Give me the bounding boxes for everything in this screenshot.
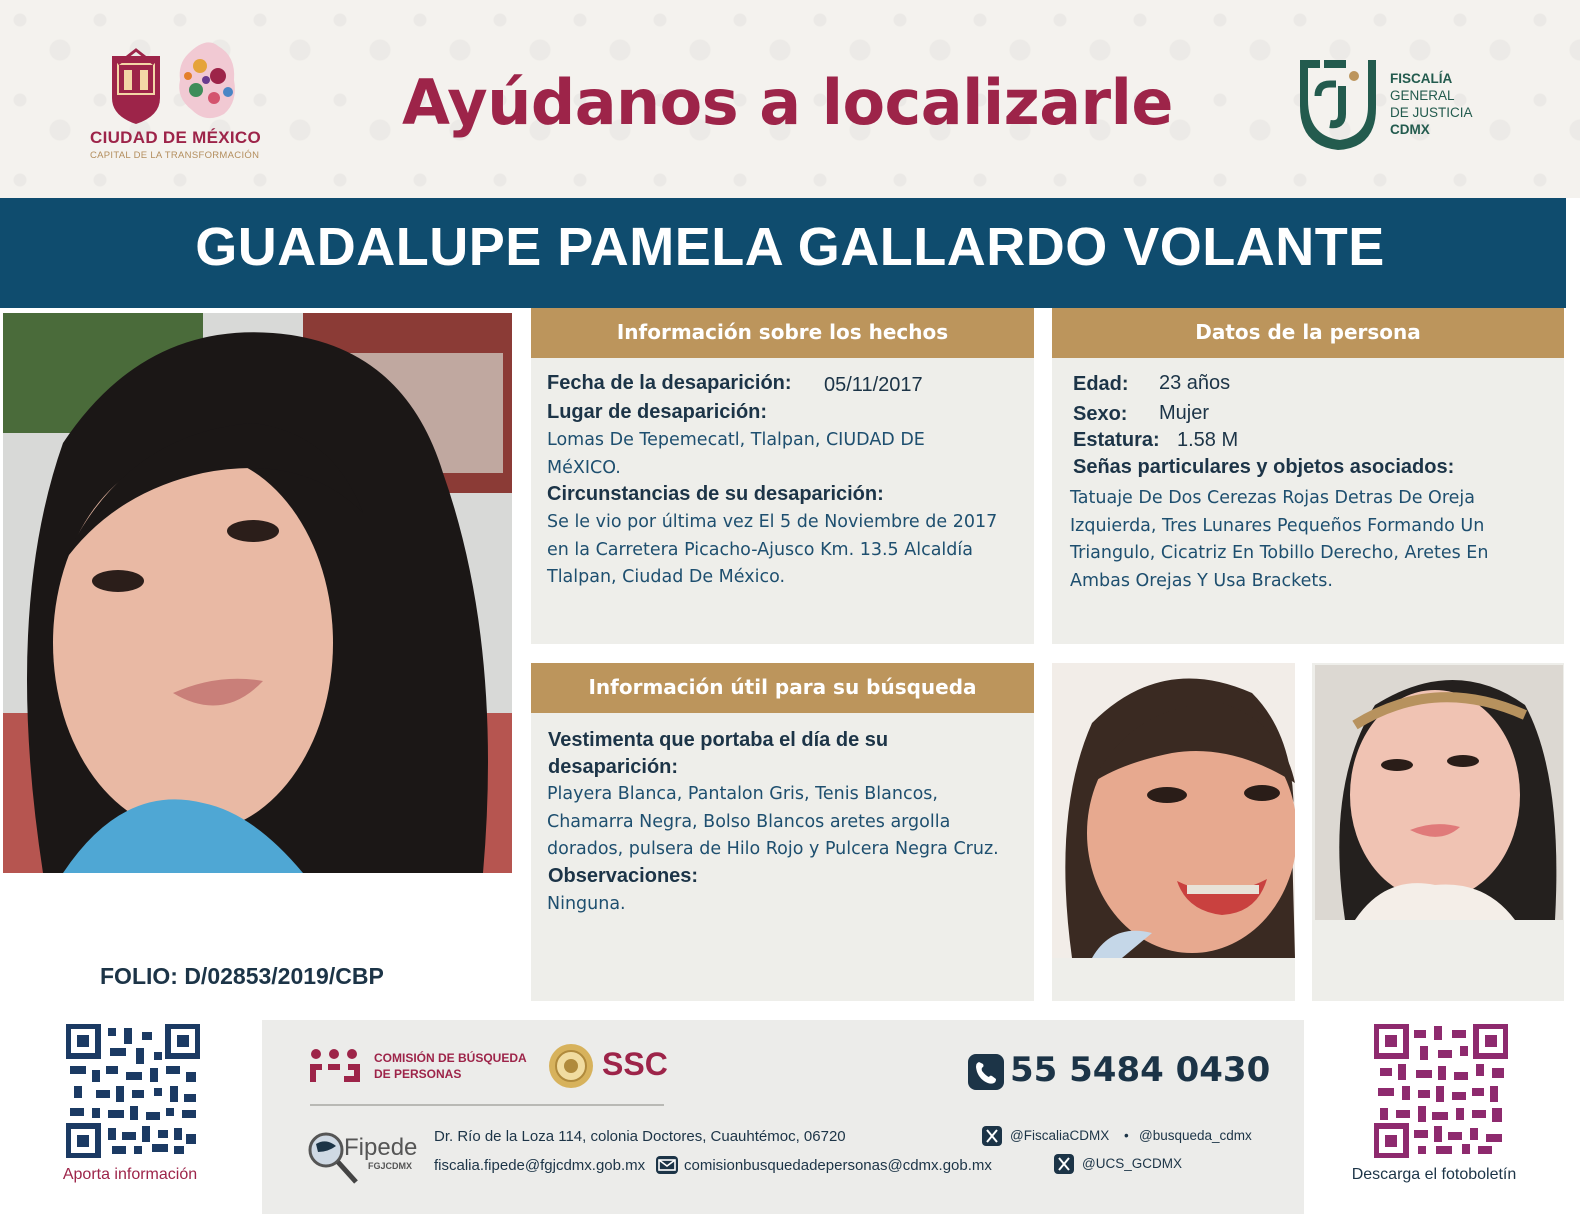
qr-left-caption[interactable]: Aporta información — [62, 1166, 198, 1183]
estatura-value: 1.58 M — [1177, 429, 1239, 451]
lugar-value — [547, 427, 1027, 482]
ssc-label: SSC — [602, 1046, 668, 1082]
lugar-line: MéXICO. — [547, 457, 621, 478]
hechos-heading: Información sobre los hechos — [531, 308, 1034, 358]
social-separator: • — [1124, 1128, 1129, 1143]
fecha-value: 05/11/2017 — [824, 374, 923, 396]
senas-line: Ambas Orejas Y Usa Brackets. — [1070, 570, 1333, 591]
x-social-icon — [982, 1126, 1002, 1146]
vestimenta-line: dorados, pulsera de Hilo Rojo y Pulcera Negra Cruz. — [547, 839, 999, 859]
main-photo — [3, 313, 512, 873]
senas-line: Izquierda, Tres Lunares Pequeños Formando Un — [1070, 515, 1485, 536]
senas-line: Triangulo, Cicatriz En Tobillo Derecho, Aretes En — [1070, 543, 1489, 563]
city-tagline: CAPITAL DE LA TRANSFORMACIÓN — [90, 150, 260, 161]
fipede-subtitle: FGJCDMX — [368, 1161, 413, 1171]
observaciones-value: Ninguna. — [547, 894, 626, 914]
qr-code-aporta[interactable] — [66, 1024, 200, 1158]
photo-2 — [1052, 663, 1295, 958]
observaciones-label: Observaciones: — [548, 865, 699, 887]
qr-right-caption[interactable]: Descarga el fotoboletín — [1351, 1166, 1517, 1183]
person-name: GUADALUPE PAMELA GALLARDO VOLANTE — [195, 217, 1385, 277]
fgj-line-1: FISCALÍA — [1390, 71, 1453, 86]
circunstancias-value — [547, 509, 1027, 592]
lugar-label: Lugar de desaparición: — [547, 401, 768, 423]
senas-label: Señas particulares y objetos asociados: — [1073, 456, 1455, 478]
divider — [310, 1104, 664, 1106]
x-social-icon — [1054, 1154, 1074, 1174]
datos-heading: Datos de la persona — [1052, 308, 1564, 358]
vestimenta-label-line: Vestimenta que portaba el día de su — [548, 729, 889, 751]
vestimenta-value — [547, 781, 1029, 864]
estatura-label: Estatura: — [1073, 429, 1160, 451]
fgj-line-4: CDMX — [1390, 122, 1430, 137]
ssc-badge-icon — [547, 1042, 595, 1090]
folio: FOLIO: D/02853/2019/CBP — [100, 963, 384, 989]
circunstancias-line: en la Carretera Picacho-Ajusco Km. 13.5 Alcaldía — [547, 539, 973, 560]
busqueda-heading: Información útil para su búsqueda — [531, 663, 1034, 713]
qr-code-fotoboletin[interactable] — [1374, 1024, 1508, 1158]
lugar-line: Lomas De Tepemecatl, Tlalpan, CIUDAD DE — [547, 430, 925, 450]
vestimenta-line: Chamarra Negra, Bolso Blancos aretes argolla — [547, 811, 951, 832]
fgj-name — [1390, 70, 1473, 138]
sexo-value: Mujer — [1159, 402, 1210, 424]
sexo-label: Sexo: — [1073, 403, 1128, 425]
circunstancias-line: Tlalpan, Ciudad De México. — [547, 567, 786, 587]
cbp-name — [374, 1050, 527, 1082]
phone-icon — [968, 1054, 1004, 1090]
vestimenta-label — [548, 727, 888, 781]
circunstancias-label: Circunstancias de su desaparición: — [547, 483, 884, 505]
cbp-line: COMISIÓN DE BÚSQUEDA — [374, 1051, 527, 1065]
social-ucs[interactable]: @UCS_GCDMX — [1082, 1156, 1182, 1171]
edad-label: Edad: — [1073, 373, 1129, 395]
address: Dr. Río de la Loza 114, colonia Doctores, Cuauhtémoc, 06720 — [434, 1128, 846, 1145]
fipede-logo-text: Fipede — [344, 1134, 418, 1161]
fecha-label: Fecha de la desaparición: — [547, 372, 792, 394]
vestimenta-line: Playera Blanca, Pantalon Gris, Tenis Blancos, — [547, 784, 938, 804]
email-comision[interactable]: comisionbusquedadepersonas@cdmx.gob.mx — [684, 1157, 992, 1174]
edad-value: 23 años — [1159, 372, 1231, 394]
fgj-logo — [1296, 56, 1378, 152]
vestimenta-label-line: desaparición: — [548, 756, 679, 778]
social-busqueda[interactable]: @busqueda_cdmx — [1139, 1128, 1252, 1143]
fgj-line-2: GENERAL — [1390, 88, 1455, 103]
senas-line: Tatuaje De Dos Cerezas Rojas Detras De Oreja — [1070, 488, 1475, 508]
phone-number[interactable]: 55 5484 0430 — [1010, 1050, 1271, 1090]
mail-icon — [656, 1156, 678, 1174]
page-title: Ayúdanos a localizarle — [402, 66, 1173, 139]
cbp-logo — [308, 1048, 364, 1084]
senas-value — [1070, 485, 1560, 595]
city-name: CIUDAD DE MÉXICO — [90, 128, 262, 147]
email-fipede[interactable]: fiscalia.fipede@fgjcdmx.gob.mx — [434, 1157, 646, 1174]
social-fiscalia[interactable]: @FiscaliaCDMX — [1010, 1128, 1110, 1143]
circunstancias-line: Se le vio por última vez El 5 de Noviembre de 2017 — [547, 512, 998, 532]
cbp-line: DE PERSONAS — [374, 1067, 462, 1081]
photo-3 — [1315, 665, 1563, 920]
fgj-line-3: DE JUSTICIA — [1390, 105, 1473, 120]
